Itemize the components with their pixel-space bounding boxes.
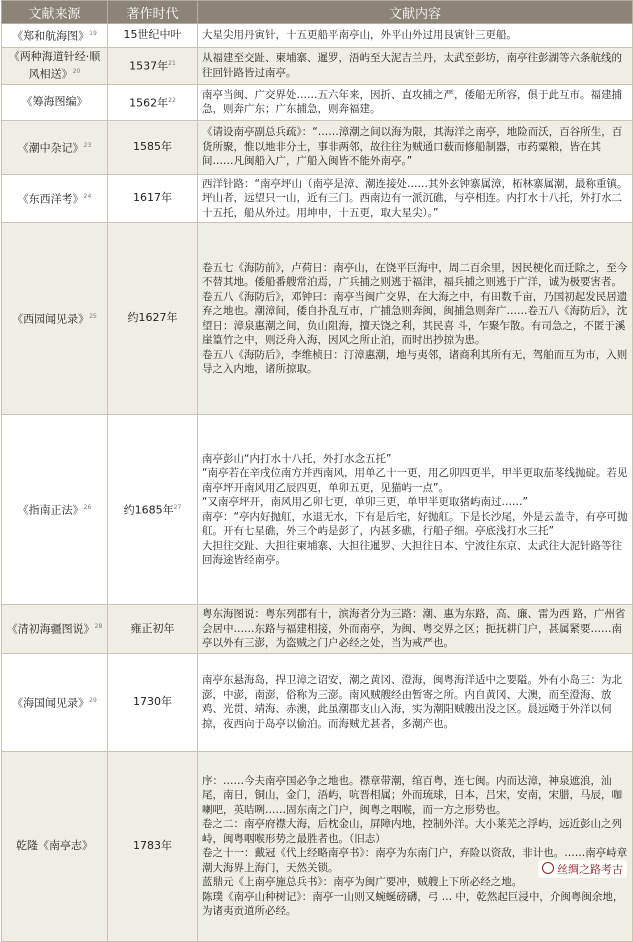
content-cell	[198, 174, 633, 223]
content-paragraph: 从福建至交趾、柬埔寨、暹罗，浯屿至大泥吉兰丹，太武至彭坊，南亭往彭湖等六条航线的往回针路皆过南亭。	[202, 51, 628, 80]
source-cell	[2, 84, 108, 120]
source-cell	[2, 415, 108, 605]
table-row	[2, 48, 633, 85]
source-title: 《海国闻见录》	[12, 696, 89, 709]
table-row	[2, 120, 633, 174]
footnote-ref: 25	[89, 313, 97, 320]
content-cell	[198, 120, 633, 174]
era-value: 1730年	[133, 695, 172, 708]
watermark-text: 丝绸之路考古	[557, 863, 623, 876]
source-cell	[2, 605, 108, 654]
content-paragraph: 大星尖用丹寅针，十五更船平南亭山，外平山外过用艮寅针三更船。	[202, 28, 628, 43]
source-title: 《潮中杂记》	[18, 141, 84, 154]
content-paragraph: 卷之十一：戴冠《代上经略南亭书》：南亭为东南门户，弃险以资敌，非计也。……南亭峙章潮大海界上海门，天然关锁。	[202, 846, 628, 875]
footnote-ref: 29	[89, 697, 97, 704]
content-paragraph: 大担往交趾、大担往柬埔寨、大担往暹罗、大担往日本、宁波往东京、太武往大泥针路等往回海途皆经南亭。	[202, 539, 628, 568]
footnote-ref: 22	[168, 97, 176, 104]
header-source: 文献来源	[2, 1, 108, 24]
content-cell	[198, 48, 633, 85]
era-value: 1617年	[133, 191, 172, 204]
content-paragraph: 卷五八《海防后》，李维桢日：汀漳惠潮，地与夷邻，诸商利其所有无，驾舶而互为市，入则导之入内地，诸所掠取。	[202, 348, 628, 377]
source-cell	[2, 48, 108, 85]
era-value: 15世纪中叶	[124, 28, 182, 41]
source-cell	[2, 120, 108, 174]
header-era: 著作时代	[108, 1, 198, 24]
content-paragraph: “南亭若在辛戌位南方并西南风，用单乙十一更，用乙卯四更半，甲半更取茄苳线抛碇。若见南亭坪开南风用乙辰四更，单卯五更，见猫屿一点”。	[202, 466, 628, 495]
table-row	[2, 84, 633, 120]
source-title: 乾隆《南亭志》	[16, 839, 93, 852]
source-title: 《郑和航海图》	[12, 30, 89, 43]
content-paragraph: 陈璞《南亭山种树记》：南亭一山则又蜿蜒磅礴，弓 … 中，乾然起巨浸中，介闽粤闽余地，为诸夷贡道所必经。	[202, 890, 628, 919]
era-value: 约1627年	[128, 311, 178, 324]
content-cell	[198, 653, 633, 751]
era-cell	[108, 174, 198, 223]
content-paragraph: “又南亭坪开，南风用乙卯七更，单卯三更，单甲半更取猪屿南过……”	[202, 495, 628, 510]
content-paragraph: 卷五八《海防后》，邓钟曰：南亭当闽广交界，在大海之中，有田数千亩，乃国初起发民居遗弃之地也。潮漳间，倭自扑乱互市，广捕急则奔闽，闽捕急则奔广……卷五八《海防后》，沈望日：漳泉惠潮之间，负山阻海，擅天饶之利，其民喜 斗，乍聚乍散。有司急之，不匿于溪崖篁竹之中，则泛舟入海，因风之所止泊，而时出抄掠为患。	[202, 290, 628, 348]
content-paragraph: 蓝鼎元《上南亭施总兵书》：南亭为闽广要冲，贼艘上下所必经之地。	[202, 875, 628, 890]
content-cell	[198, 415, 633, 605]
content-paragraph: 《请设南亭副总兵疏》：“……漳潮之间以海为限，其海洋之南亭，地险而沃，百谷所生，百货所聚，惟以地非分土，事非两邻，故往往为贼通口薮而修船制器，市药粟粮，皆在其间……凡闽船入广，广船入闽皆不能外南亭。”	[202, 125, 628, 169]
era-value: 1537年	[129, 60, 168, 73]
content-paragraph: 南亭彭山“内打水十八托，外打水念五托”	[202, 452, 628, 467]
source-cell	[2, 653, 108, 751]
source-title: 《筹海图编》	[22, 95, 88, 108]
era-value: 1783年	[133, 839, 172, 852]
era-value: 1562年	[129, 96, 168, 109]
footnote-ref: 28	[95, 623, 103, 630]
table-row	[2, 223, 633, 415]
era-value: 雍正初年	[131, 622, 175, 635]
era-cell	[108, 751, 198, 941]
wechat-logo-icon	[542, 862, 554, 874]
era-cell	[108, 120, 198, 174]
source-title: 《清初海疆图说》	[7, 623, 95, 636]
header-content: 文献内容	[198, 1, 633, 24]
content-paragraph: 南亭东悬海岛，捍卫漳之诏安，潮之黄冈、澄海，闽粤海洋适中之要隘。外有小岛三：为北澎，中澎，南澎，俗称为三澎。南风贼艘经由暂寄之所。内自黄冈、大澳，而至澄海、放鸡、光贯、靖海、赤澳，此虽潮郡支山入海，实为潮阳贼艘出没之区。晨远飏于外洋以伺掠，夜西向于岛亭以偷泊。而海贼尤甚者，多潮产也。	[202, 673, 628, 731]
era-value: 约1685年	[124, 504, 174, 517]
table-row	[2, 174, 633, 223]
footnote-ref: 20	[73, 68, 81, 75]
content-paragraph: 卷五七《海防前》，卢荷日：南亭山，在饶平巨海中，周二百余里，因民梗化而迁除之，至今不替其地。倭船番艘常泊焉，广兵捕之则逃于福津，福兵捕之则逃于广洋，诚为极要害者。	[202, 261, 628, 290]
footnote-ref: 26	[84, 504, 92, 511]
table-header-row	[2, 1, 633, 24]
content-paragraph: 粤东海图说：粤东列郡有十，滨海者分为三路：潮、惠为东路，高、廉、雷为西 路，广州省会居中……东路与福建相接，外而南亭，为闽、粤交界之区；扼抚耕门户，甚属紧要……南亭以外有三澎，为盗贼之门户必经之处，当为戒严也。	[202, 607, 628, 651]
content-paragraph: 西洋针路：“南亭坪山（南亭是漳、潮连接处……其外玄钟寨属漳，柘林寨属潮，最称重镇。坪山者，远望只一山，近有三门。西南边有一派沉礁，与亭相连。内打水十八托，外打水二十五托，船从外过。用坤申，十五更，取大星尖）。”	[202, 177, 628, 221]
content-paragraph: 南亭当闽、广交界处……五六年来，因折、直攻捕之严，倭船无所容，俱于此互市。福建捕急，则奔广东；广东捕急，则奔福建。	[202, 88, 628, 117]
era-value: 1585年	[133, 140, 172, 153]
source-title: 《指南正法》	[18, 504, 84, 517]
table-row	[2, 751, 633, 941]
era-cell	[108, 415, 198, 605]
table-row	[2, 24, 633, 48]
source-title: 《西园闻见录》	[12, 313, 89, 326]
source-cell	[2, 24, 108, 48]
content-cell	[198, 751, 633, 941]
footnote-ref: 19	[89, 30, 97, 37]
content-cell	[198, 24, 633, 48]
source-title: 《两种海道针经·顺风相送》	[9, 50, 101, 80]
era-cell	[108, 223, 198, 415]
content-paragraph: 序：……今夫南亭国必争之地也。襟章带潮，绾百粤，连七闽。内而达漳，神泉遮浪，汕尾，南日，铜山，金门，浯屿，吭晋相属；外而琉球，日本，吕宋，安南，宋腊，马辰，咖喇吧，英咭咧……固东南之门户，闽粤之咽喉，而一方之形势也。	[202, 774, 628, 818]
watermark	[538, 860, 627, 878]
content-cell	[198, 605, 633, 654]
era-cell	[108, 48, 198, 85]
source-cell	[2, 223, 108, 415]
footnote-ref: 23	[84, 142, 92, 149]
era-cell	[108, 84, 198, 120]
era-cell	[108, 24, 198, 48]
footnote-ref: 27	[174, 504, 182, 511]
literature-table	[1, 0, 633, 942]
content-cell	[198, 84, 633, 120]
footnote-ref: 24	[84, 193, 92, 200]
era-cell	[108, 653, 198, 751]
content-cell	[198, 223, 633, 415]
source-cell	[2, 174, 108, 223]
footnote-ref: 21	[168, 60, 176, 67]
table-row	[2, 605, 633, 654]
table-row	[2, 415, 633, 605]
content-paragraph: 卷之二：南亭府襟大海，后枕金山，屏障内地，控制外洋。大小莱芜之浮屿，远近彭山之列峙，闽粤咽喉形势之最胜者也。（旧志）	[202, 817, 628, 846]
source-cell	[2, 751, 108, 941]
source-title: 《东西洋考》	[18, 192, 84, 205]
era-cell	[108, 605, 198, 654]
table-row	[2, 653, 633, 751]
content-paragraph: 南亭：“亭内好抛舡，水退无水，下有是后宅，好抛舡。下是长沙尾，外是云盖寺，有亭可抛舡。开有七星礁，外三个屿是彭了，内甚多礁，行船子细。亭底浅打水三托”	[202, 510, 628, 539]
